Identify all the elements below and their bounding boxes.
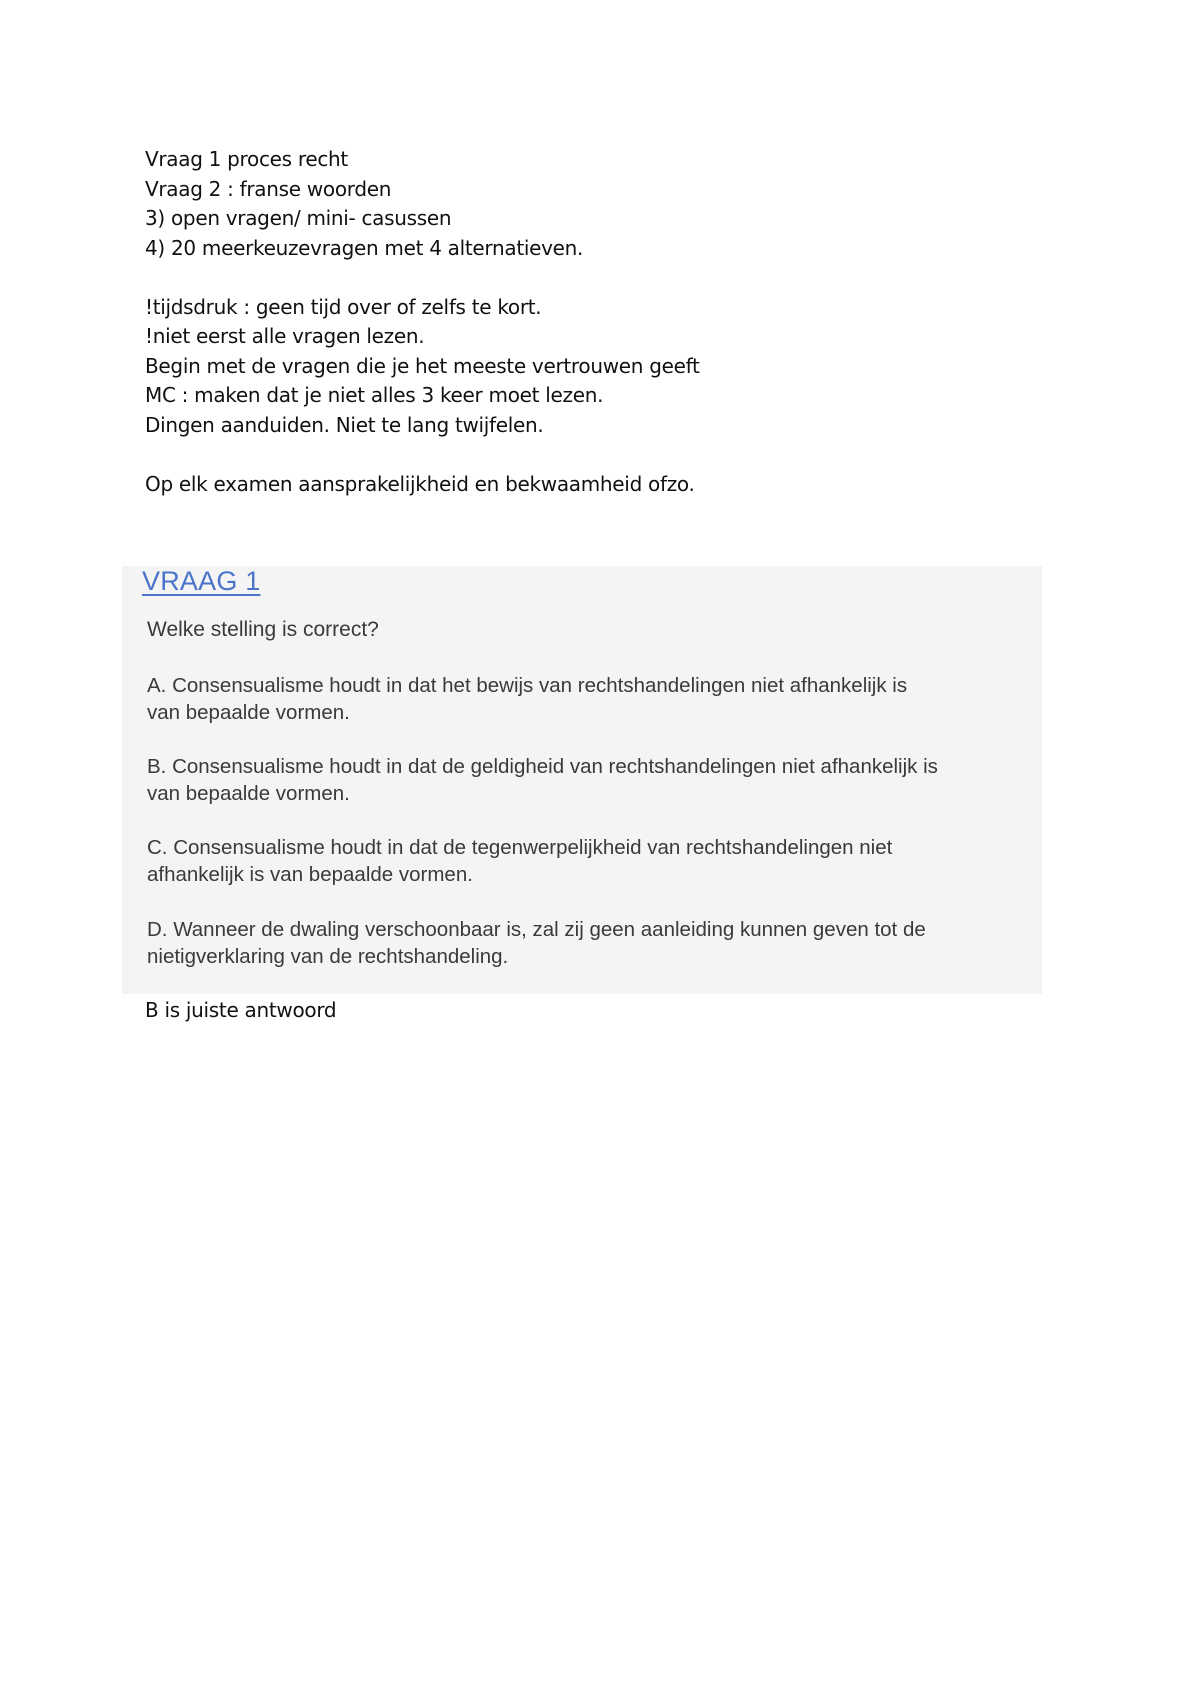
option-text: van bepaalde vormen.	[147, 701, 350, 724]
option-text: B. Consensualisme houdt in dat de geldigheid van rechtshandelingen niet afhankelijk is	[147, 755, 938, 778]
blank-line	[145, 440, 1045, 470]
note-line: Begin met de vragen die je het meeste vertrouwen geeft	[145, 353, 700, 378]
option-text: afhankelijk is van bepaalde vormen.	[147, 863, 473, 886]
option-text: van bepaalde vormen.	[147, 782, 350, 805]
note-line: Dingen aanduiden. Niet te lang twijfelen.	[145, 412, 544, 437]
note-line: Op elk examen aansprakelijkheid en bekwaamheid ofzo.	[145, 471, 695, 496]
question-heading: VRAAG 1	[142, 566, 261, 596]
option-text: nietigverklaring van de rechtshandeling.	[147, 945, 509, 968]
option-d	[147, 916, 1037, 970]
option-text: A. Consensualisme houdt in dat het bewijs van rechtshandelingen niet afhankelijk is	[147, 674, 908, 697]
note-line: MC : maken dat je niet alles 3 keer moet lezen.	[145, 383, 604, 407]
note-line: 3) open vragen/ mini- casussen	[145, 206, 452, 230]
blank-line	[145, 263, 1045, 293]
note-line: !tijdsdruk : geen tijd over of zelfs te kort.	[145, 294, 542, 319]
note-line: Vraag 1 proces recht	[145, 147, 348, 171]
option-a	[147, 672, 1037, 726]
option-b	[147, 753, 1037, 807]
option-text: C. Consensualisme houdt in dat de tegenwerpelijkheid van rechtshandelingen niet	[147, 836, 893, 859]
exam-notes	[145, 145, 1045, 499]
note-line: 4) 20 meerkeuzevragen met 4 alternatieven.	[145, 235, 584, 260]
question-screenshot	[122, 566, 1042, 994]
option-c	[147, 834, 1037, 888]
question-prompt: Welke stelling is correct?	[147, 618, 379, 641]
note-line: !niet eerst alle vragen lezen.	[145, 324, 425, 348]
note-line: Vraag 2 : franse woorden	[145, 176, 392, 201]
option-text: D. Wanneer de dwaling verschoonbaar is, zal zij geen aanleiding kunnen geven tot de	[147, 918, 926, 941]
correct-answer-note: B is juiste antwoord	[145, 998, 337, 1022]
